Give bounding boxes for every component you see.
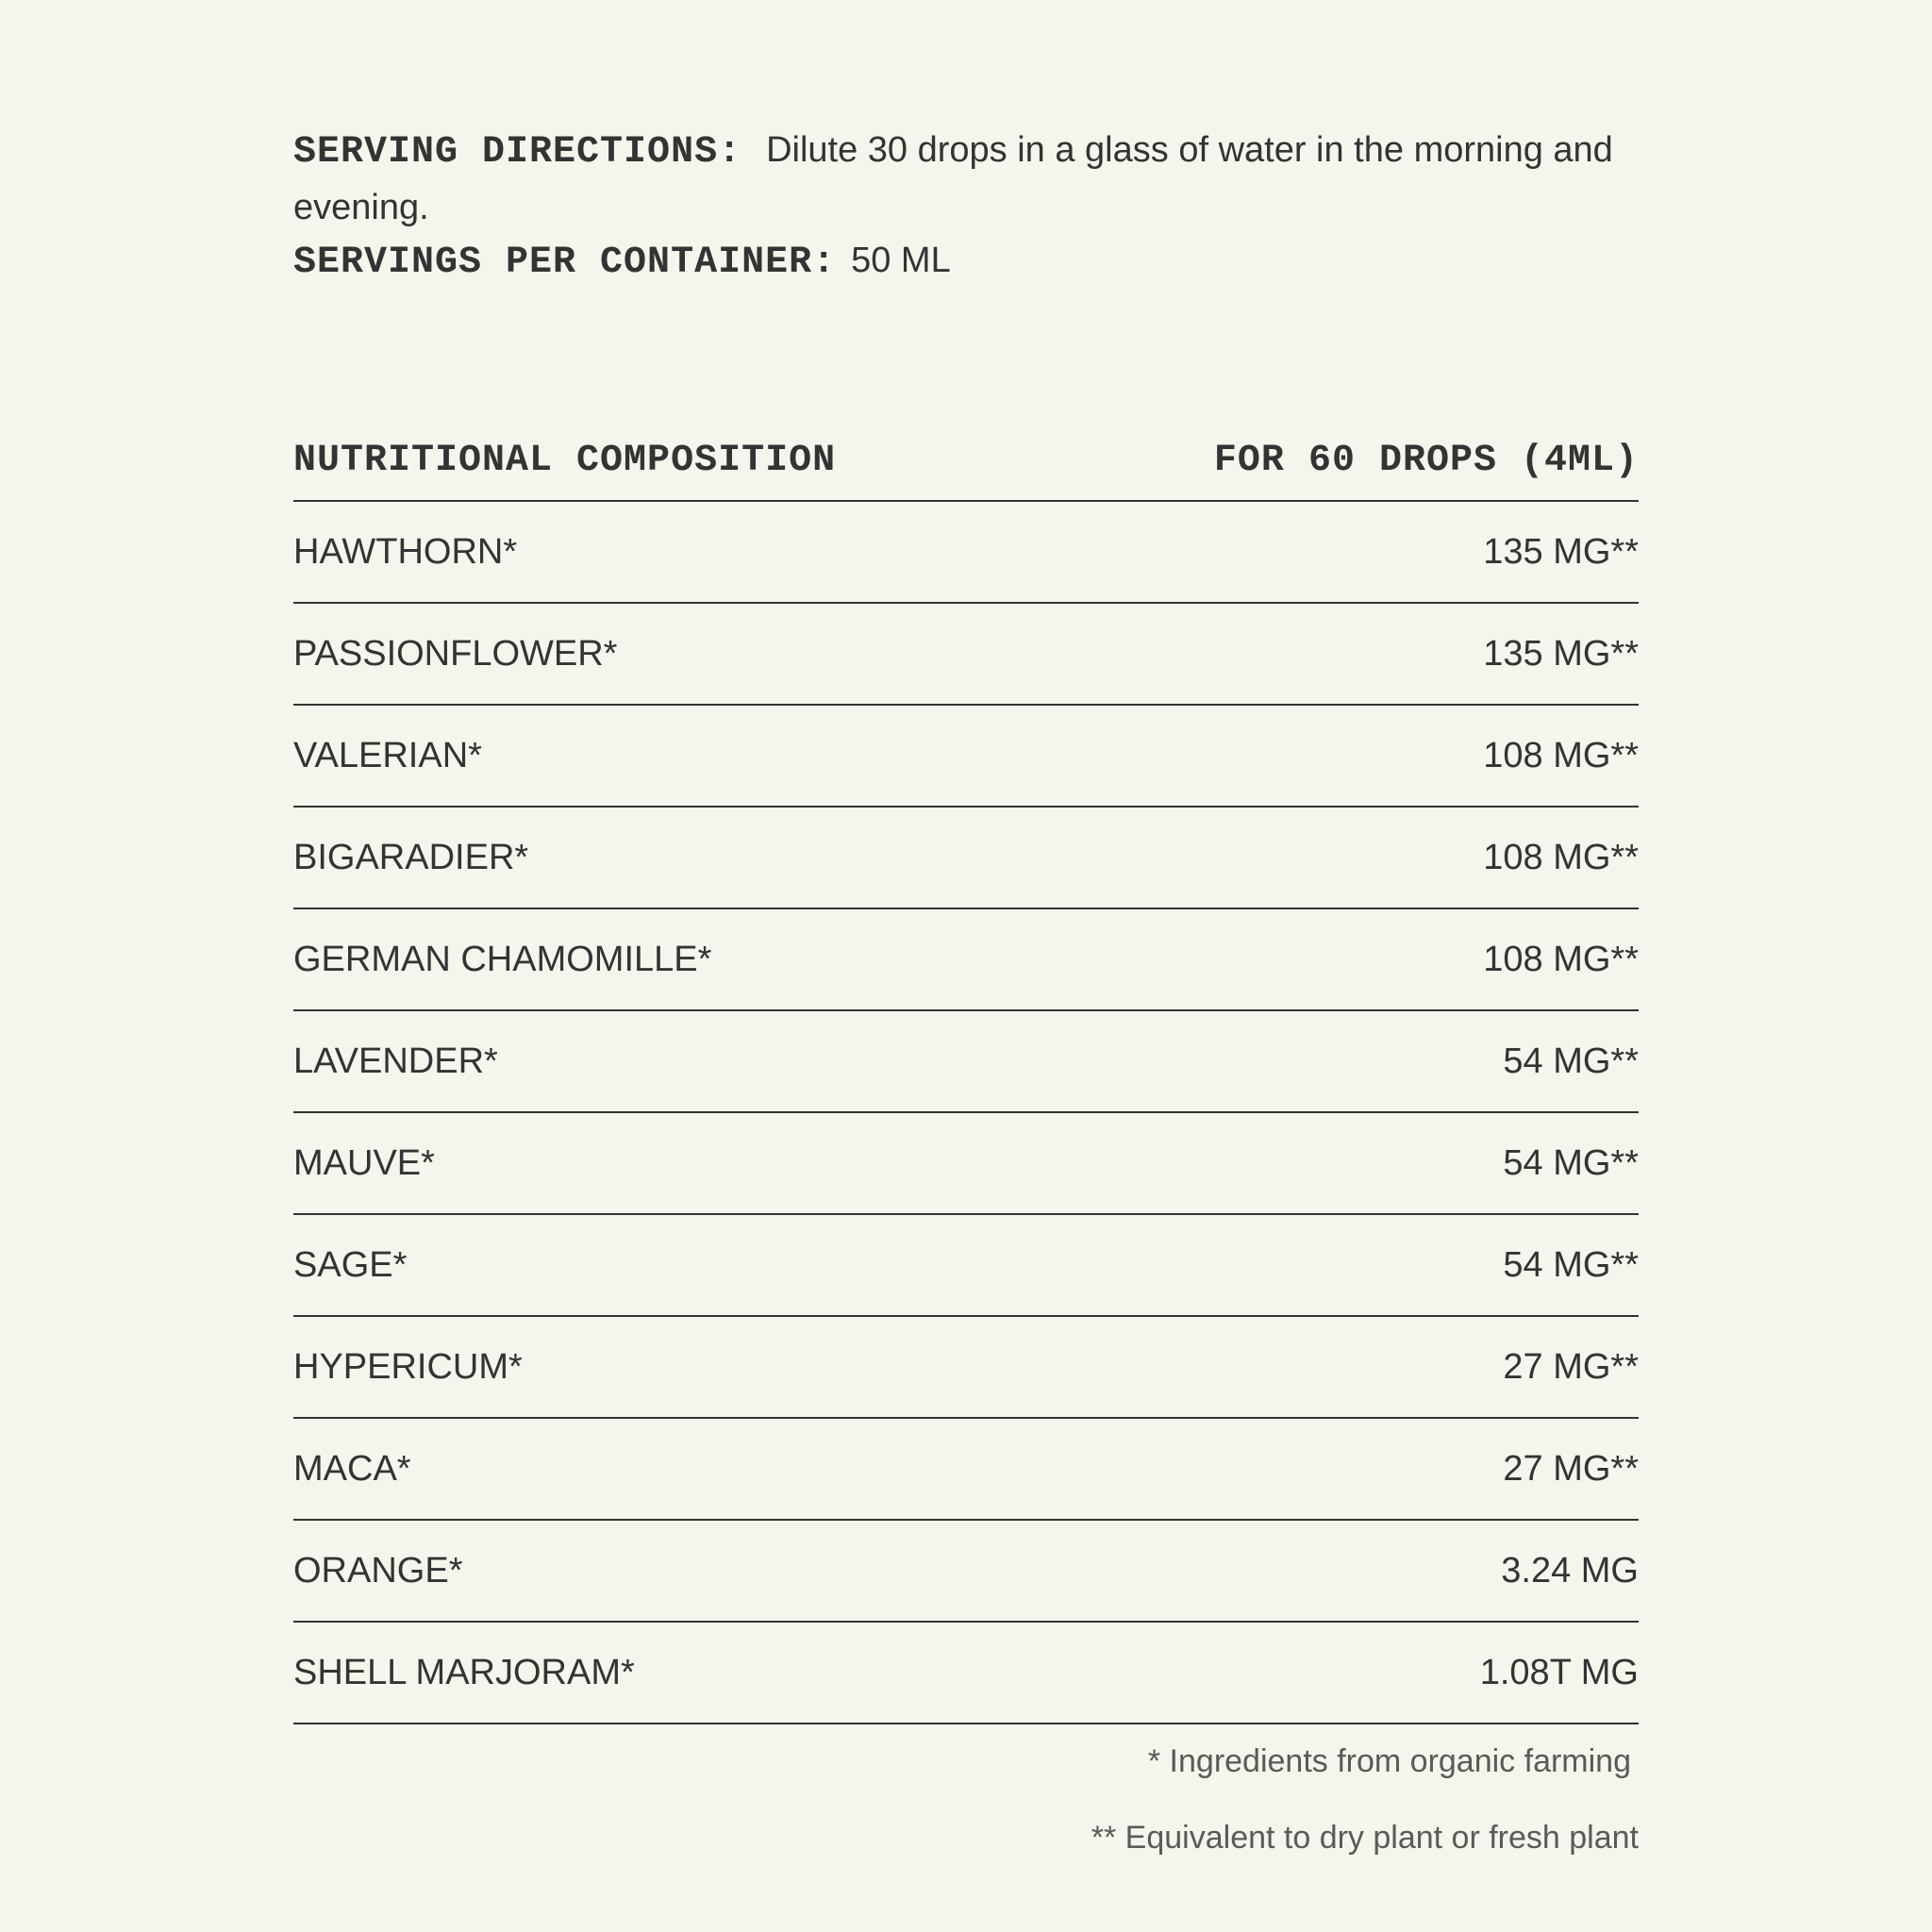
ingredient-name: PASSIONFLOWER* (293, 633, 618, 674)
table-row (293, 1623, 1639, 1724)
table-row (293, 1215, 1639, 1317)
table-row (293, 604, 1639, 706)
ingredient-name: HYPERICUM* (293, 1346, 523, 1387)
ingredient-name: BIGARADIER* (293, 837, 529, 877)
ingredient-name: LAVENDER* (293, 1041, 498, 1081)
composition-rows (293, 502, 1639, 1724)
ingredient-amount: 54 MG** (1503, 1041, 1639, 1081)
table-row (293, 1419, 1639, 1521)
table-row (293, 1521, 1639, 1623)
serving-directions-label: SERVING DIRECTIONS: (293, 131, 742, 174)
ingredient-name: MACA* (293, 1448, 411, 1489)
table-row (293, 502, 1639, 604)
servings-per-container-value: 50 ML (851, 241, 951, 280)
ingredient-name: VALERIAN* (293, 735, 482, 775)
ingredient-amount: 54 MG** (1503, 1142, 1639, 1183)
ingredient-amount: 108 MG** (1483, 939, 1639, 979)
header-dose: FOR 60 DROPS (4ML) (1213, 439, 1639, 482)
nutrition-label (293, 0, 1639, 1932)
table-row (293, 706, 1639, 808)
table-row (293, 909, 1639, 1011)
servings-per-container-label: SERVINGS PER CONTAINER: (293, 242, 837, 284)
ingredient-name: SAGE* (293, 1244, 408, 1285)
ingredient-amount: 27 MG** (1503, 1448, 1639, 1489)
ingredient-amount: 108 MG** (1483, 837, 1639, 877)
table-row (293, 1011, 1639, 1113)
ingredient-name: HAWTHORN* (293, 531, 518, 572)
ingredient-name: MAUVE* (293, 1142, 435, 1183)
ingredient-amount: 135 MG** (1483, 633, 1639, 674)
table-row (293, 1317, 1639, 1419)
composition-table (293, 421, 1639, 1724)
table-row (293, 1113, 1639, 1215)
ingredient-amount: 27 MG** (1503, 1346, 1639, 1387)
ingredient-amount: 1.08T MG (1479, 1652, 1639, 1692)
servings-per-container (293, 234, 951, 290)
composition-table-header (293, 421, 1639, 502)
footnote-organic: * Ingredients from organic farming (1147, 1743, 1631, 1779)
ingredient-name: GERMAN CHAMOMILLE* (293, 939, 712, 979)
serving-directions-text: Dilute 30 drops in a glass of water in the morning and evening. (293, 130, 1613, 227)
ingredient-amount: 3.24 MG (1501, 1550, 1639, 1591)
ingredient-amount: 54 MG** (1503, 1244, 1639, 1285)
ingredient-name: SHELL MARJORAM* (293, 1652, 635, 1692)
table-row (293, 808, 1639, 909)
ingredient-name: ORANGE* (293, 1550, 463, 1591)
ingredient-amount: 108 MG** (1483, 735, 1639, 775)
footnotes (1091, 1743, 1639, 1857)
footnote-equivalent: ** Equivalent to dry plant or fresh plant (1091, 1820, 1639, 1856)
serving-directions (293, 123, 1639, 236)
ingredient-amount: 135 MG** (1483, 531, 1639, 572)
header-nutritional-composition: NUTRITIONAL COMPOSITION (293, 439, 837, 482)
